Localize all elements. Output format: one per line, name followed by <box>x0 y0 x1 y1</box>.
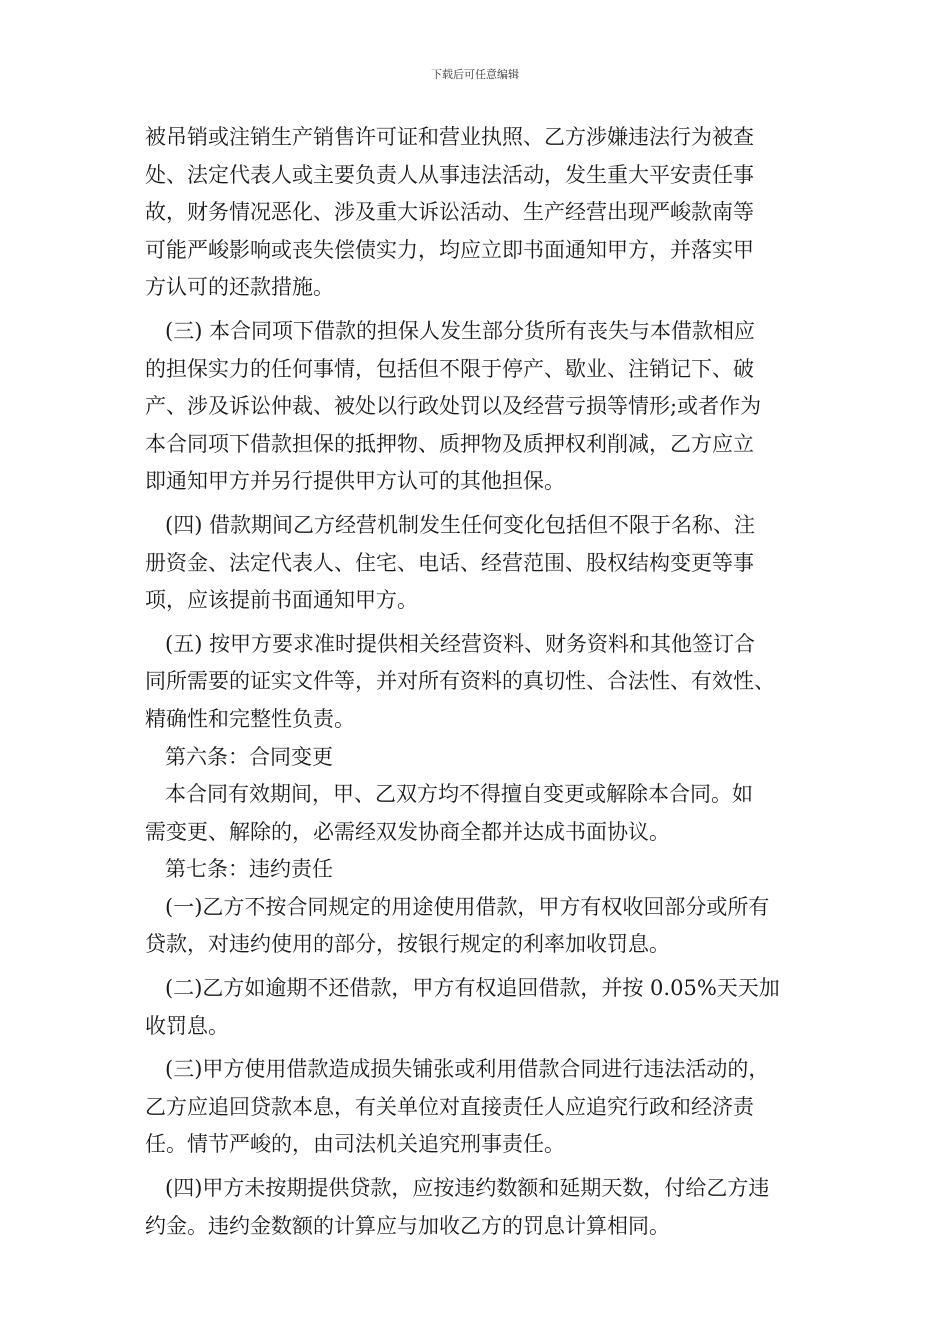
section-heading: 第六条：合同变更 <box>165 744 333 769</box>
text-line: 产、涉及诉讼仲裁、被处以行政处罚以及经营亏损等情形;或者作为 <box>145 394 762 419</box>
text-line: 项，应该提前书面通知甲方。 <box>145 588 418 613</box>
text-line: 任。情节严峻的，由司法机关追究刑事责任。 <box>145 1132 565 1157</box>
text-line: (二)乙方如逾期不还借款，甲方有权追回借款，并按 0.05%天天加 <box>165 976 780 1001</box>
text-line: 本合同项下借款担保的抵押物、质押物及质押权利削减，乙方应立 <box>145 431 754 456</box>
text-line: 故，财务情况恶化、涉及重大诉讼活动、生产经营出现严峻款南等 <box>145 200 754 225</box>
text-line: (四)甲方未按期提供贷款，应按违约数额和延期天数，付给乙方违 <box>165 1176 770 1201</box>
text-line: 精确性和完整性负责。 <box>145 706 355 731</box>
penalty-clause-3 <box>145 1051 825 1164</box>
text-line: 即通知甲方并另行提供甲方认可的其他担保。 <box>145 469 565 494</box>
text-line: (四) 借款期间乙方经营机制发生任何变化包括但不限于名称、注 <box>165 512 756 537</box>
text-line: (三)甲方使用借款造成损失铺张或利用借款合同进行违法活动的， <box>165 1057 770 1082</box>
text-line: 收罚息。 <box>145 1013 229 1038</box>
clause-4 <box>145 507 825 620</box>
text-line: 可能严峻影响或丧失偿债实力，均应立即书面通知甲方，并落实甲 <box>145 237 754 262</box>
article-6-body <box>145 776 825 851</box>
text-line: 乙方应追回贷款本息，有关单位对直接责任人应追究行政和经济责 <box>145 1094 754 1119</box>
text-line: 贷款，对违约使用的部分，按银行规定的利率加收罚息。 <box>145 932 670 957</box>
text-line: 被吊销或注销生产销售许可证和营业执照、乙方涉嫌违法行为被查 <box>145 125 754 149</box>
article-6-heading <box>145 739 825 777</box>
text-line: 同所需要的证实文件等，并对所有资料的真切性、合法性、有效性、 <box>145 669 775 694</box>
text-line: 本合同有效期间，甲、乙双方均不得擅自变更或解除本合同。如 <box>165 782 753 807</box>
clause-3 <box>145 313 825 501</box>
text-line: (五) 按甲方要求准时提供相关经营资料、财务资料和其他签订合 <box>165 631 756 656</box>
penalty-clause-2 <box>145 970 825 1045</box>
text-line: (三) 本合同项下借款的担保人发生部分货所有丧失与本借款相应 <box>165 318 756 343</box>
text-line: 册资金、法定代表人、住宅、电话、经营范围、股权结构变更等事 <box>145 550 754 575</box>
document-body <box>145 119 825 1245</box>
text-line: 的担保实力的任何事情，包括但不限于停产、歇业、注销记下、破 <box>145 356 754 381</box>
page-header: 下载后可任意编辑 <box>431 68 519 81</box>
text-line: 需变更、解除的，必需经双发协商全都并达成书面协议。 <box>145 819 670 844</box>
text-line: (一)乙方不按合同规定的用途使用借款，甲方有权收回部分或所有 <box>165 894 770 919</box>
section-heading: 第七条：违约责任 <box>165 857 333 882</box>
paragraph-continuation <box>145 119 825 307</box>
penalty-clause-4 <box>145 1170 825 1245</box>
article-7-heading <box>145 851 825 889</box>
text-line: 约金。违约金数额的计算应与加收乙方的罚息计算相同。 <box>145 1213 670 1238</box>
penalty-clause-1 <box>145 889 825 964</box>
text-line: 方认可的还款措施。 <box>145 275 334 300</box>
clause-5 <box>145 626 825 739</box>
text-line: 处、法定代表人或主要负责人从事违法活动，发生重大平安责任事 <box>145 162 754 187</box>
